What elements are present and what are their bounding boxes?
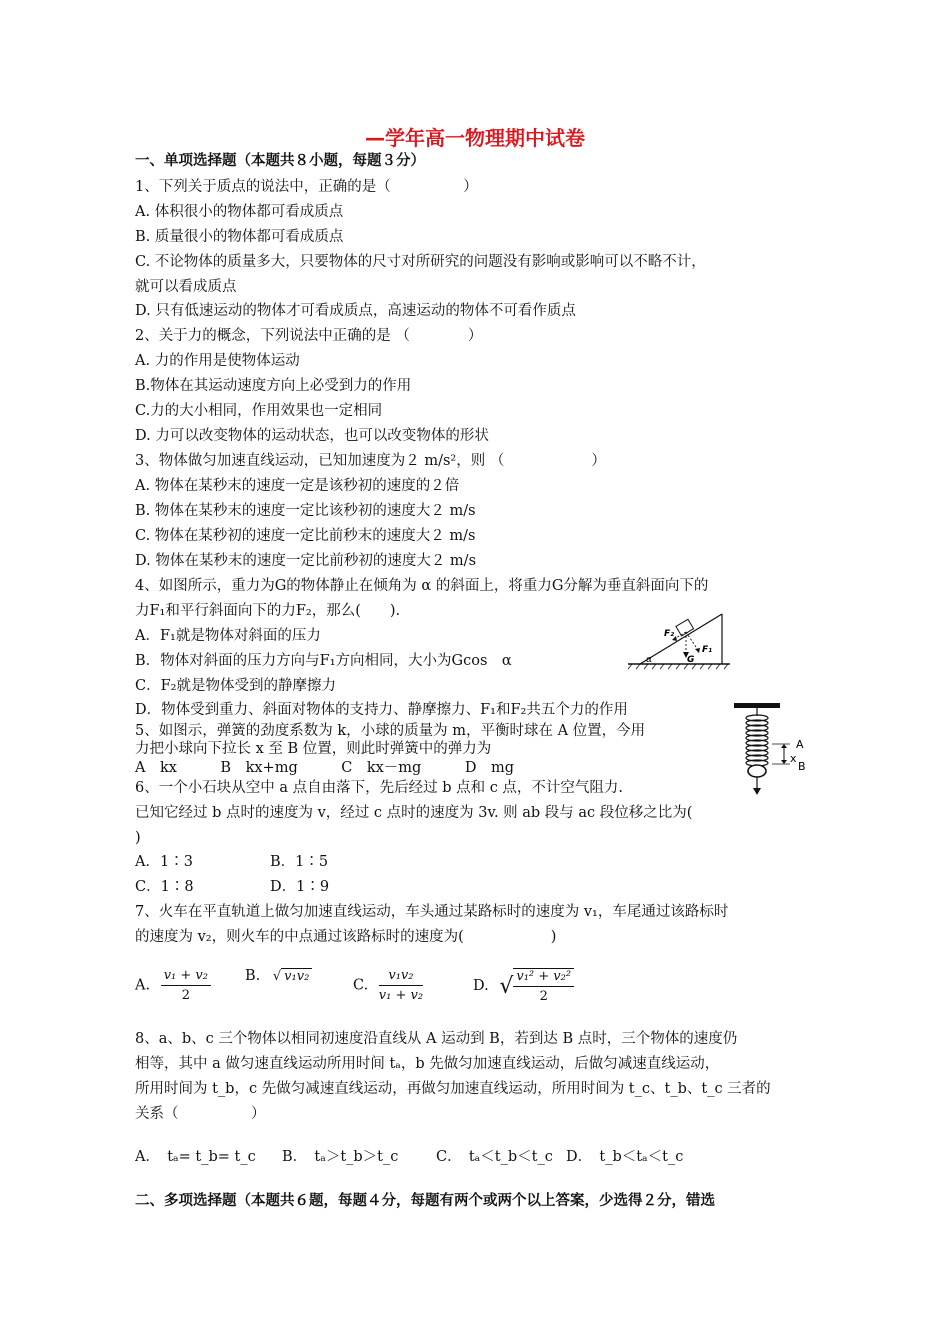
page-title: —学年高一物理期中试卷 [365,126,585,150]
q8-stem-line3: 所用时间为 t_b，c 先做匀减速直线运动，再做匀加速直线运动，所用时间为 t_c、t_b、t_c 三者的 [135,1081,771,1097]
q2-option-a: A. 力的作用是使物体运动 [135,353,300,369]
q8-stem-line4: 关系（ ） [135,1106,266,1122]
incline-figure [626,610,738,670]
q2-stem: 2、关于力的概念，下列说法中正确的是 （ ） [135,328,483,344]
q1-option-a: A. 体积很小的物体都可看成质点 [135,204,344,220]
q1-option-c-cont: 就可以看成质点 [135,279,237,295]
q7-b-label: B. [245,968,261,984]
q5-stem-line1: 5、如图示，弹簧的劲度系数为 k，小球的质量为 m，平衡时球在 A 位置，今用 [135,723,646,739]
q7-stem-line1: 7、火车在平直轨道上做匀加速直线运动，车头通过某路标时的速度为 v₁，车尾通过该路标时 [135,904,729,920]
q3-option-d: D. 物体在某秒末的速度一定比前秒初的速度大２ m/s [135,553,477,569]
q6-stem-line3: ) [135,830,141,846]
q7-d-label: D. [473,978,489,994]
q7-d-numerator: v₁² + v₂² [513,969,574,987]
spring-figure [728,700,818,796]
label-f1: F₁ [702,645,713,655]
section1-heading: 一、单项选择题（本题共８小题，每题３分） [135,153,425,169]
q6-stem-line1: 6、一个小石块从空中 a 点自由落下，先后经过 b 点和 c 点，不计空气阻力. [135,780,624,796]
q7-b-radicand: v₁v₂ [281,968,312,984]
q2-option-b: B.物体在其运动速度方向上必受到力的作用 [135,378,412,394]
q1-option-d: D. 只有低速运动的物体才可看成质点，高速运动的物体不可看作质点 [135,303,576,319]
q2-option-d: D. 力可以改变物体的运动状态，也可以改变物体的形状 [135,428,489,444]
q1-stem: 1、下列关于质点的说法中，正确的是（ ） [135,179,478,195]
q7-a-label: A. [135,977,151,994]
q3-stem: 3、物体做匀加速直线运动，已知加速度为２ m/s²，则 （ ） [135,453,606,469]
q7-option-a [135,968,211,1003]
q7-a-fraction [161,968,211,1003]
q7-stem-line2: 的速度为 v₂，则火车的中点通过该路标时的速度为( ) [135,929,557,945]
q7-d-sqrt-sign: √ [499,973,514,999]
q8-stem-line2: 相等，其中 a 做匀速直线运动所用时间 tₐ，b 先做匀加速直线运动，后做匀减速直线运动， [135,1056,720,1072]
section2-heading: 二、多项选择题（本题共６题，每题４分，每题有两个或两个以上答案，少选得２分，错选 [135,1193,715,1209]
q7-a-numerator: v₁ + v₂ [161,968,211,986]
q7-a-denominator: 2 [181,988,190,1003]
q6-option-a: A．1∶3 [135,854,193,870]
q8-stem-line1: 8、a、b、c 三个物体以相同初速度沿直线从 A 运动到 B，若到达 B 点时，三个物体的速度仍 [135,1031,738,1047]
label-x: x [790,752,797,765]
q7-option-c [353,968,423,1003]
label-alpha: α [646,655,653,665]
q7-c-label: C. [353,977,369,994]
label-f2: F₂ [664,629,675,639]
label-g: G [687,655,695,665]
q7-c-numerator: v₁v₂ [379,968,423,986]
q4-stem-line1: 4、如图所示，重力为G的物体静止在倾角为 α 的斜面上，将重力G分解为垂直斜面向下的 [135,578,709,594]
q3-option-b: B. 物体在某秒末的速度一定比该秒初的速度大２ m/s [135,503,476,519]
q4-option-d: D．物体受到重力、斜面对物体的支持力、静摩擦力、F₁和F₂共五个力的作用 [135,702,628,718]
q4-option-c: C．F₂就是物体受到的静摩擦力 [135,678,336,694]
q7-option-b [245,968,312,984]
q8-option-d: D． t_b＜tₐ＜t_c [566,1149,684,1165]
q8-option-a: A． tₐ= t_b= t_c [135,1149,256,1165]
q2-option-c: C.力的大小相同，作用效果也一定相同 [135,403,383,419]
q6-option-b: B．1∶5 [270,854,329,870]
q7-c-denominator: v₁ + v₂ [378,988,424,1003]
q7-b-sqrt: √ v₁v₂ [273,969,312,984]
q4-option-b: B．物体对斜面的压力方向与F₁方向相同，大小为Gcos α [135,653,512,669]
q7-options [135,962,835,1012]
q1-option-c: C. 不论物体的质量多大，只要物体的尺寸对所研究的问题没有影响或影响可以不略不计， [135,254,706,270]
q3-option-a: A. 物体在某秒末的速度一定是该秒初的速度的２倍 [135,478,460,494]
q7-d-denominator: 2 [539,989,548,1004]
q6-option-d: D．1∶9 [270,879,330,895]
q4-stem-line2: 力F₁和平行斜面向下的力F₂，那么( ). [135,603,401,619]
q8-option-b: B． tₐ＞t_b＞t_c [282,1149,399,1165]
q5-options: A kx B kx+mg C kx－mg D mg [135,760,514,776]
q6-option-c: C．1∶8 [135,879,194,895]
label-b: B [798,760,806,773]
q4-option-a: A．F₁就是物体对斜面的压力 [135,628,321,644]
q5-stem-line2: 力把小球向下拉长 x 至 B 位置，则此时弹簧中的弹力为 [135,741,492,757]
q6-stem-line2: 已知它经过 b 点时的速度为 v，经过 c 点时的速度为 3v. 则 ab 段与 ac 段位移之比为( [135,805,693,821]
q8-option-c: C． tₐ＜t_b＜t_c [436,1149,553,1165]
label-a: A [796,738,804,751]
q7-c-fraction [379,968,423,1003]
q7-d-fraction [513,968,574,1004]
q1-option-b: B. 质量很小的物体都可看成质点 [135,229,344,245]
q7-option-d [473,968,574,1004]
q3-option-c: C. 物体在某秒初的速度一定比前秒末的速度大２ m/s [135,528,476,544]
